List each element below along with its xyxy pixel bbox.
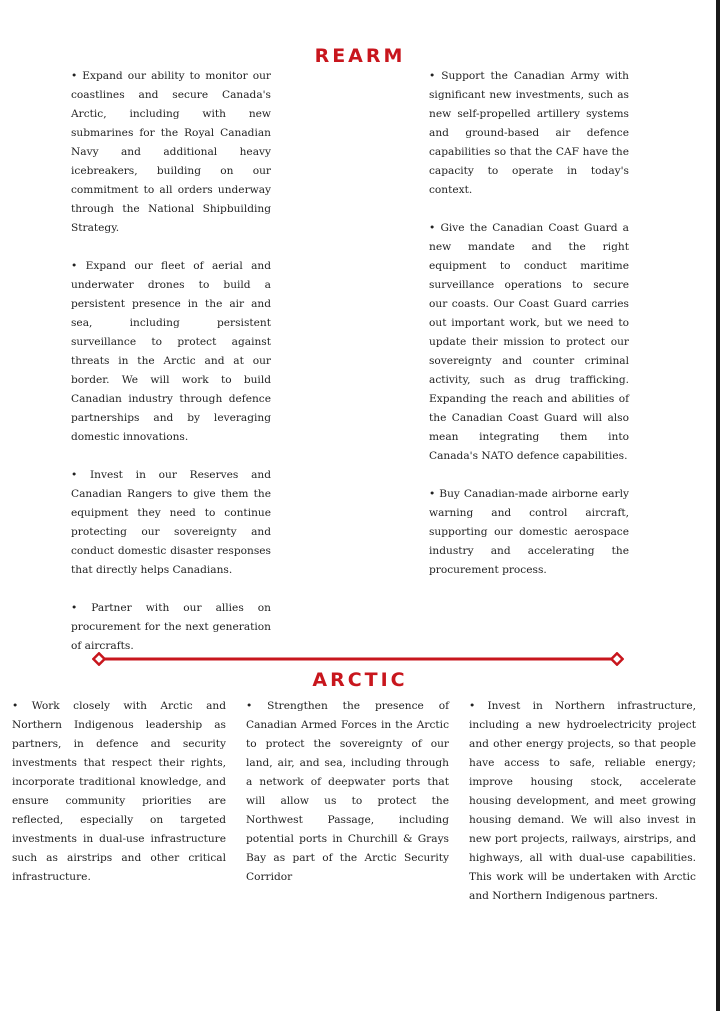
arctic-column-1 xyxy=(12,697,226,906)
diamond-icon xyxy=(611,653,622,664)
rearm-right-column xyxy=(429,67,629,599)
diamond-icon xyxy=(93,653,104,664)
rearm-bullet: • Buy Canadian-made airborne early warning and control aircraft, supporting our domestic aerospace industry and accelerating the procurement process. xyxy=(429,488,629,576)
arctic-heading: ARCTIC xyxy=(312,669,408,691)
rearm-bullet: • Give the Canadian Coast Guard a new mandate and the right equipment to conduct maritime surveillance operations to secure our coasts. Our Coast Guard carries out important work, but we need to update their mission to protect our sovereignty and counter criminal activity, such as drug trafficking. Expanding the reach and abilities of the Canadian Coast Guard will also mean integrating them into Canada's NATO defence capabilities. xyxy=(429,222,629,462)
arctic-bullet: • Work closely with Arctic and Northern Indigenous leadership as partners, in defence and security investments that respect their rights, incorporate traditional knowledge, and ensure community priorities are reflected, especially on targeted investments in dual-use infrastructure such as airstrips and other critical infrastructure. xyxy=(12,700,226,883)
rearm-bullet: • Partner with our allies on procurement for the next generation of aircrafts. xyxy=(71,602,271,652)
rearm-heading: REARM xyxy=(314,45,406,67)
rearm-left-column xyxy=(71,67,271,675)
rearm-bullet: • Expand our fleet of aerial and underwater drones to build a persistent presence in the air and sea, including persistent surveillance to protect against threats in the Arctic and at our border. We will work to build Canadian industry through defence partnerships and by leveraging domestic innovations. xyxy=(71,260,271,443)
arctic-column-2 xyxy=(246,697,449,906)
rearm-bullet: • Support the Canadian Army with significant new investments, such as new self-propelled artillery systems and ground-based air defence capabilities so that the CAF have the capacity to operate in today's context. xyxy=(429,70,629,196)
arctic-bullet: • Strengthen the presence of Canadian Armed Forces in the Arctic to protect the sovereignty of our land, air, and sea, including through a network of deepwater ports that will allow us to protect the Northwest Passage, including potential ports in Churchill & Grays Bay as part of the Arctic Security Corridor xyxy=(246,700,449,883)
page-edge xyxy=(716,0,720,1011)
arctic-bullet: • Invest in Northern infrastructure, including a new hydroelectricity project and other energy projects, so that people have access to safe, reliable energy; improve housing stock, accelerate housing development, and meet growing housing demand. We will also invest in new port projects, railways, airstrips, and highways, all with dual-use capabilities. This work will be undertaken with Arctic and Northern Indigenous partners. xyxy=(469,700,696,902)
section-divider xyxy=(92,652,624,666)
rearm-bullet: • Invest in our Reserves and Canadian Rangers to give them the equipment they need to continue protecting our sovereignty and conduct domestic disaster responses that directly helps Canadians. xyxy=(71,469,271,576)
rearm-bullet: • Expand our ability to monitor our coastlines and secure Canada's Arctic, including with new submarines for the Royal Canadian Navy and additional heavy icebreakers, building on our commitment to all orders underway through the National Shipbuilding Strategy. xyxy=(71,70,271,234)
arctic-column-3 xyxy=(469,697,696,925)
